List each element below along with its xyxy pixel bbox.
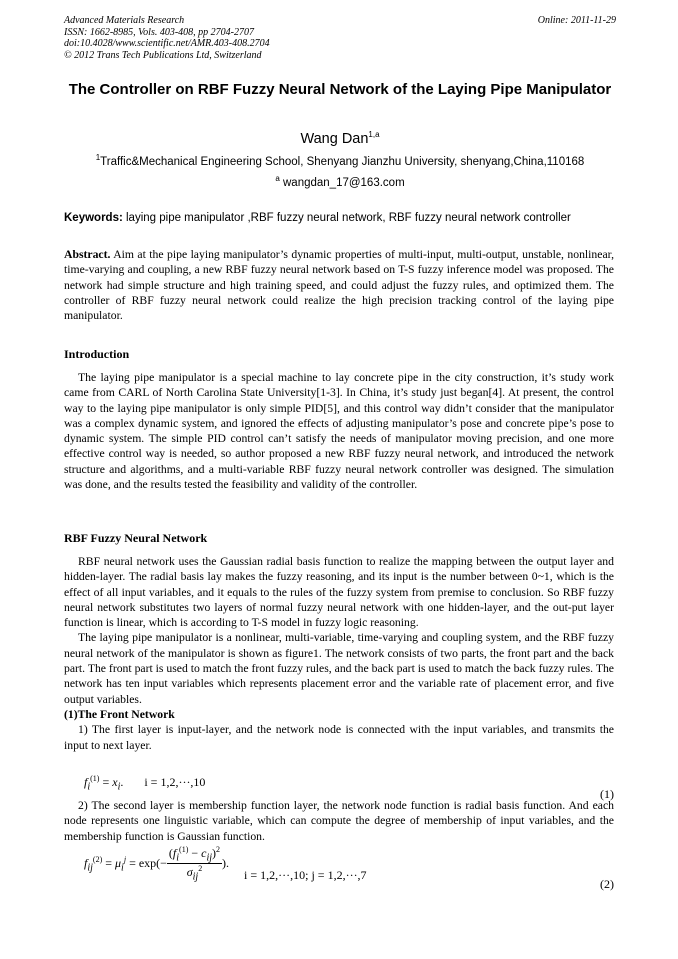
abstract-label: Abstract. — [64, 248, 111, 261]
abstract-text: Aim at the pipe laying manipulator’s dynamic properties of multi-input, multi-output, unstable, nonlinear, time-varying and coupling, a new RBF fuzzy neural network based on T-S fuzzy inference model was proposed. The network had simple structure and high training speed, and could adjust the fuzzy rules, and optimized them. The controller of RBF fuzzy neural network could realize the high precision tracking control of the laying pipe manipulator. — [64, 248, 614, 323]
journal-name: Advanced Materials Research — [64, 15, 185, 26]
abstract — [64, 247, 614, 323]
layer-2-body — [64, 798, 614, 844]
equation-1-range: i = 1,2,···,10 — [144, 775, 206, 789]
equation-2-number: (2) — [600, 877, 614, 891]
introduction-heading: Introduction — [64, 347, 130, 361]
rbf-paragraph-2: The laying pipe manipulator is a nonlinear, multi-variable, time-varying and coupling system, and the RBF fuzzy neural network of the manipulator is shown as figure1. The network consists of two parts, the front part and the back part. The front part is used to match the front fuzzy rules, and the back part is used to match the back fuzzy rules. The network has ten input variables which represents placement error and the variable rate of placement error, and five output variables. — [64, 631, 614, 706]
affiliation-sup: 1 — [95, 153, 101, 163]
equation-1: $f_i^{(1)} = x_i$. i = 1,2,···,10 — [84, 774, 206, 793]
affiliation-text: Traffic&Mechanical Engineering School, Shenyang Jianzhu University, shenyang,China,110168 — [100, 156, 585, 168]
online-date: Online: 2011-11-29 — [537, 15, 616, 26]
rbf-heading: RBF Fuzzy Neural Network — [64, 531, 208, 545]
layer-2-paragraph: 2) The second layer is membership function layer, the network node function is radial basis function. And each node represents one linguistic variable, which can compute the degree of membership of input variables, and the membership function is Gaussian function. — [64, 799, 614, 843]
issn: ISSN: 1662-8985, Vols. 403-408, pp 2704-2707 — [64, 26, 254, 38]
doi: doi:10.4028/www.scientific.net/AMR.403-408.2704 — [64, 38, 270, 49]
layer-1-paragraph: 1) The first layer is input-layer, and the network node is connected with the input variables, and transmits the input to next layer. — [64, 723, 614, 752]
email-line — [64, 174, 616, 189]
copyright: © 2012 Trans Tech Publications Ltd, Switzerland — [64, 49, 262, 61]
author-sup: 1,a — [368, 130, 380, 140]
equation-2-range: i = 1,2,···,10; j = 1,2,···,7 — [244, 868, 367, 883]
front-network-heading: (1)The Front Network — [64, 707, 175, 721]
keywords-text: laying pipe manipulator ,RBF fuzzy neural network, RBF fuzzy neural network controller — [126, 212, 571, 224]
email-address[interactable]: wangdan_17@163.com — [283, 177, 405, 189]
affiliation — [64, 153, 616, 168]
paper-title: The Controller on RBF Fuzzy Neural Network of the Laying Pipe Manipulator — [68, 81, 612, 98]
keywords-label: Keywords: — [64, 212, 123, 224]
journal-header — [64, 15, 616, 61]
introduction-body — [64, 370, 614, 492]
email-sup: a — [275, 174, 280, 184]
rbf-paragraph-1: RBF neural network uses the Gaussian radial basis function to realize the mapping between the output layer and hidden-layer. The radial basis lay makes the fuzzy reasoning, and its input is the number between 0~1, which is the effect of all input variables, and it equals to the rules of the fuzzy system from premise to conclusion. So RBF fuzzy neural network substitutes two layers of normal fuzzy neural network with one hidden-layer, and the out-put layer function is linear, which is according to T-S model in fuzzy logic reasoning. — [64, 555, 614, 630]
author-name: Wang Dan — [300, 131, 369, 147]
keywords — [64, 212, 624, 224]
rbf-body — [64, 554, 614, 753]
equation-2: $f_{ij}^{(2)} = \mu_i^j = \exp(-$ $\frac{(f_i^{(1)} - c_{ij})^2}{\sigma_{ij}^2}$ ). i = 1,2,···,10; j = 1,2,···,7 — [84, 845, 367, 883]
introduction-paragraph: The laying pipe manipulator is a special machine to lay concrete pipe in the city construction, it’s study work came from CARL of North Carolina State University[1-3]. In China, it’s study just began[4]. At present, the control way to the laying pipe manipulator is only simple PID[5], and this control way didn’t consider that the manipulator was a complex dynamic system, and ignored the effects of adjusting manipulator’s pose and concrete pipe’s pose to dynamic system. The simple PID control can’t satisfy the needs of manipulator moving precision, and one more effective control way is needed, so author proposed a new RBF fuzzy neural network, and introduced the network structure and algorithms, and a multi-variable RBF fuzzy neural network controller was designed. The simulation was done, and the results tested the feasibility and validity of the controller. — [64, 371, 614, 492]
equation-1-number: (1) — [600, 787, 614, 801]
author-line — [64, 131, 616, 147]
